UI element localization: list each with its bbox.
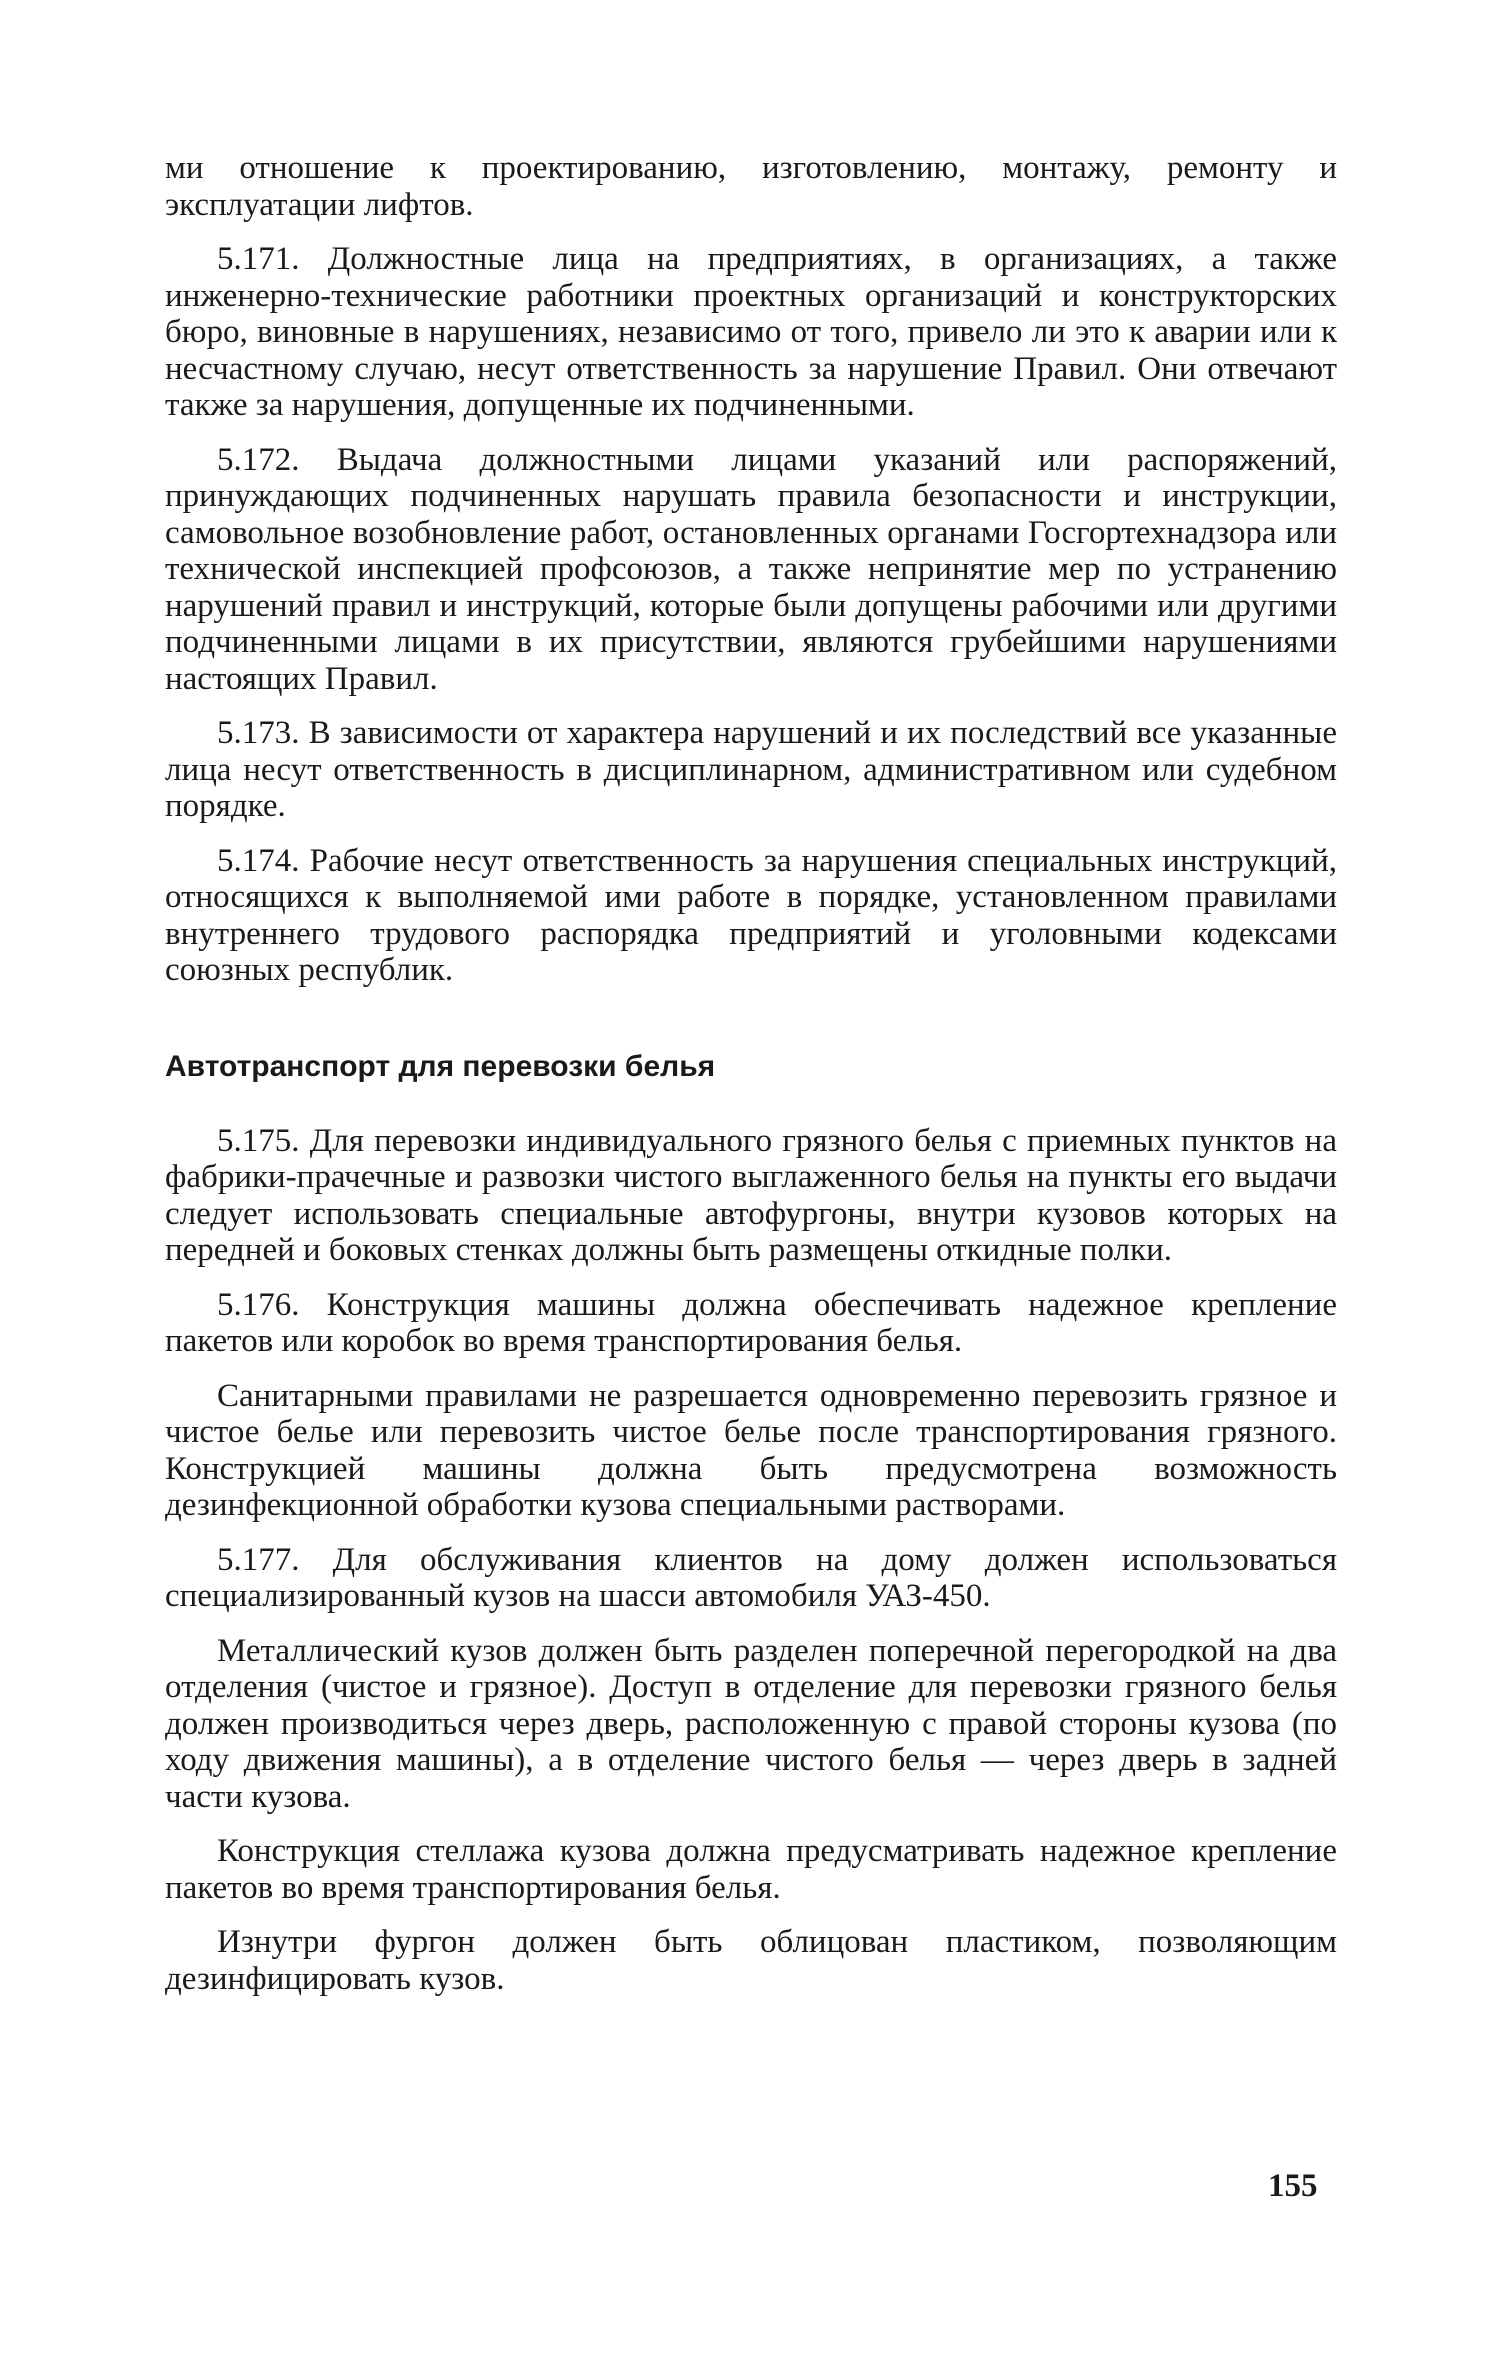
paragraph-5-177: 5.177. Для обслуживания клиентов на дому должен использоваться специализированный кузов на шасси автомобиля УАЗ-450. — [165, 1541, 1337, 1614]
paragraph-metal-body: Металлический кузов должен быть разделен поперечной перегородкой на два отделения (чистое и грязное). Доступ в отделение для перевозки грязного белья должен производиться через дверь, расположенную с правой стороны кузова (по ходу движения машины), а в отделение чистого белья — через дверь в задней части кузова. — [165, 1632, 1337, 1815]
paragraph-5-176: 5.176. Конструкция машины должна обеспечивать надежное крепление пакетов или коробок во время транспортирования белья. — [165, 1286, 1337, 1359]
paragraph-5-173: 5.173. В зависимости от характера нарушений и их последствий все указанные лица несут ответственность в дисциплинарном, административном или судебном порядке. — [165, 715, 1337, 824]
paragraph-continuation: ми отношение к проектированию, изготовлению, монтажу, ремонту и эксплуатации лифтов. — [165, 150, 1337, 223]
paragraph-5-174: 5.174. Рабочие несут ответственность за нарушения специальных инструкций, относящихся к выполняемой ими работе в порядке, установленном правилами внутреннего трудового распорядка предприятий и уголовными кодексами союзных республик. — [165, 842, 1337, 988]
section-heading: Автотранспорт для перевозки белья — [165, 1049, 716, 1083]
paragraph-van-interior: Изнутри фургон должен быть облицован пластиком, позволяющим дезинфицировать кузов. — [165, 1924, 1337, 1997]
paragraph-5-172: 5.172. Выдача должностными лицами указаний или распоряжений, принуждающих подчиненных нарушать правила безопасности и инструкции, самовольное возобновление работ, остановленных органами Госгортехнадзора или технической инспекцией профсоюзов, а также непринятие мер по устранению нарушений правил и инструкций, которые были допущены рабочими или другими подчиненными лицами в их присутствии, являются грубейшими нарушениями настоящих Правил. — [165, 441, 1337, 697]
paragraph-sanitary-rules: Санитарными правилами не разрешается одновременно перевозить грязное и чистое белье или перевозить чистое белье после транспортирования грязного. Конструкцией машины должна быть предусмотрена возможность дезинфекционной обработки кузова специальными растворами. — [165, 1377, 1337, 1523]
page-number: 155 — [1268, 2168, 1318, 2204]
paragraph-rack-construction: Конструкция стеллажа кузова должна предусматривать надежное крепление пакетов во время транспортирования белья. — [165, 1833, 1337, 1906]
page-body — [165, 150, 1337, 1997]
paragraph-5-175: 5.175. Для перевозки индивидуального грязного белья с приемных пунктов на фабрики-прачечные и развозки чистого выглаженного белья на пункты его выдачи следует использовать специальные автофургоны, внутри кузовов которых на передней и боковых стенках должны быть размещены откидные полки. — [165, 1122, 1337, 1268]
paragraph-5-171: 5.171. Должностные лица на предприятиях, в организациях, а также инженерно-технические работники проектных организаций и конструкторских бюро, виновные в нарушениях, независимо от того, привело ли это к аварии или к несчастному случаю, несут ответственность за нарушение Правил. Они отвечают также за нарушения, допущенные их подчиненными. — [165, 241, 1337, 423]
